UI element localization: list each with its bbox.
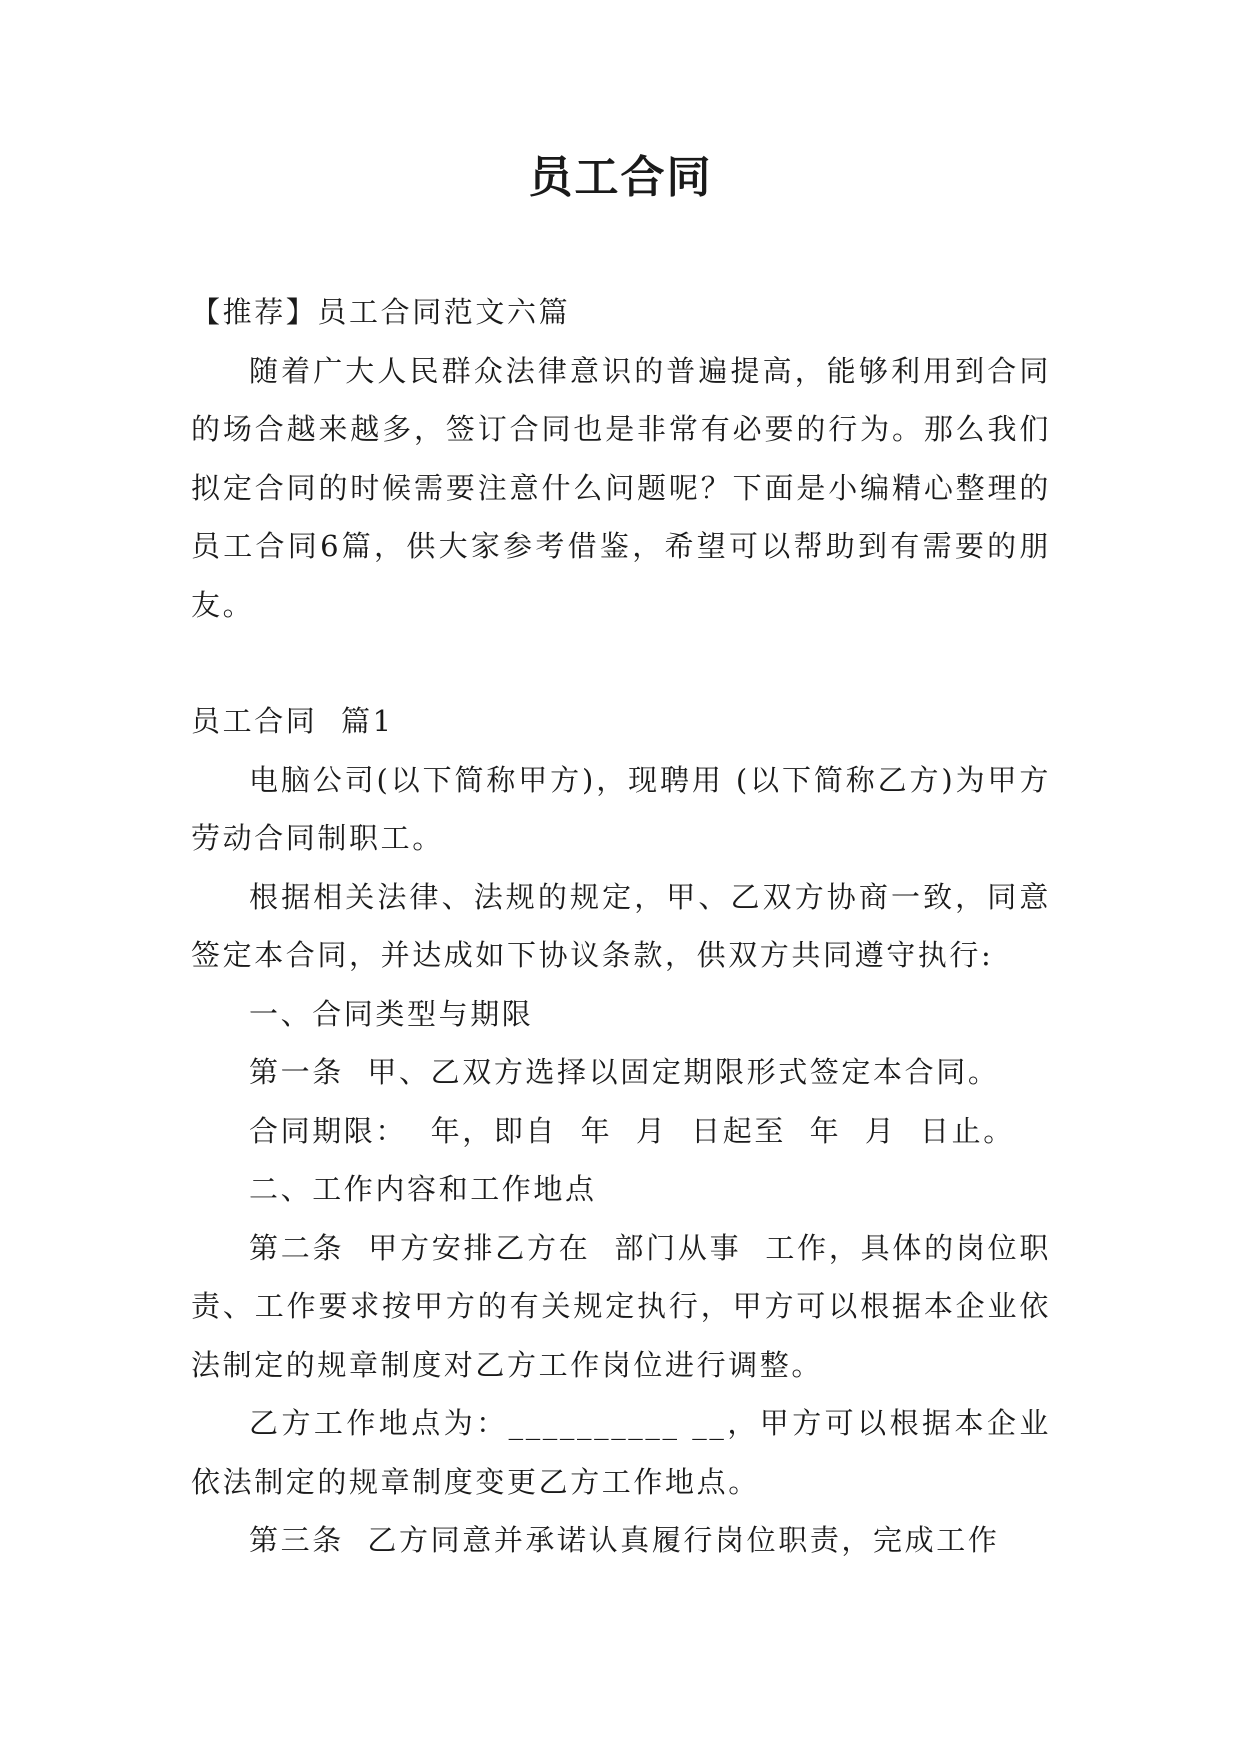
paragraph-parties: 电脑公司(以下简称甲方)，现聘用 (以下简称乙方)为甲方劳动合同制职工。 [191, 762, 1051, 855]
clause-heading-type-term: 一、合同类型与期限 [249, 996, 534, 1031]
document-title: 员工合同 [528, 152, 713, 203]
section-heading: 员工合同 篇1 [191, 704, 394, 738]
paragraph-agreement: 根据相关法律、法规的规定，甲、乙双方协商一致，同意签定本合同，并达成如下协议条款，供双方共同遵守执行: [191, 879, 1051, 972]
clause-work-location: 乙方工作地点为：__________ __，甲方可以根据本企业依法制定的规章制度变更乙方工作地点。 [191, 1406, 1051, 1499]
clause-heading-work: 二、工作内容和工作地点 [249, 1172, 597, 1206]
clause-article-3: 第三条 乙方同意并承诺认真履行岗位职责，完成工作 [249, 1523, 1000, 1557]
section-spacer [191, 634, 1051, 692]
clause-article-1: 第一条 甲、乙双方选择以固定期限形式签定本合同。 [249, 1055, 1000, 1089]
clause-article-2: 第二条 甲方安排乙方在 部门从事 工作，具体的岗位职责、工作要求按甲方的有关规定执行，甲方可以根据本企业依法制定的规章制度对乙方工作岗位进行调整。 [191, 1230, 1051, 1382]
document-body [191, 283, 1051, 1570]
intro-paragraph: 随着广大人民群众法律意识的普遍提高，能够利用到合同的场合越来越多，签订合同也是非常有必要的行为。那么我们拟定合同的时候需要注意什么问题呢？下面是小编精心整理的员工合同6篇，供大家参考借鉴，希望可以帮助到有需要的朋友。 [191, 353, 1051, 622]
recommend-line: 【推荐】员工合同范文六篇 [191, 295, 571, 329]
clause-term-period: 合同期限： 年，即自 年 月 日起至 年 月 日止。 [249, 1113, 1015, 1148]
